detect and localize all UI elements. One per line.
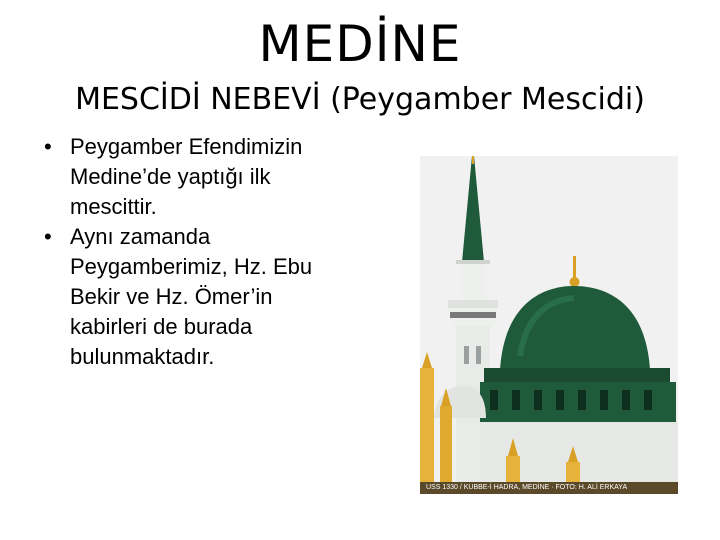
green-dome-minaret-illustration [420,156,678,494]
bullet-icon: • [44,224,52,249]
bullet-list [44,132,344,372]
bullet-text: Peygamber Efendimizin Medine’de yaptığı ilk mescittir. [70,134,303,219]
mosque-photo [420,156,678,494]
slide-title: MEDİNE [258,15,462,73]
bullet-item [44,222,344,372]
bullet-icon: • [44,134,52,159]
bullet-text: Aynı zamanda Peygamberimiz, Hz. Ebu Bekir ve Hz. Ömer’in kabirleri de burada bulunmaktadır. [70,224,313,369]
bullet-item [44,132,344,222]
slide-subtitle: MESCİDİ NEBEVİ (Peygamber Mescidi) [75,82,645,117]
photo-caption: USS 1330 / KUBBE-İ HADRA, MEDİNE · FOTO: H. ALİ ERKAYA [426,484,628,491]
